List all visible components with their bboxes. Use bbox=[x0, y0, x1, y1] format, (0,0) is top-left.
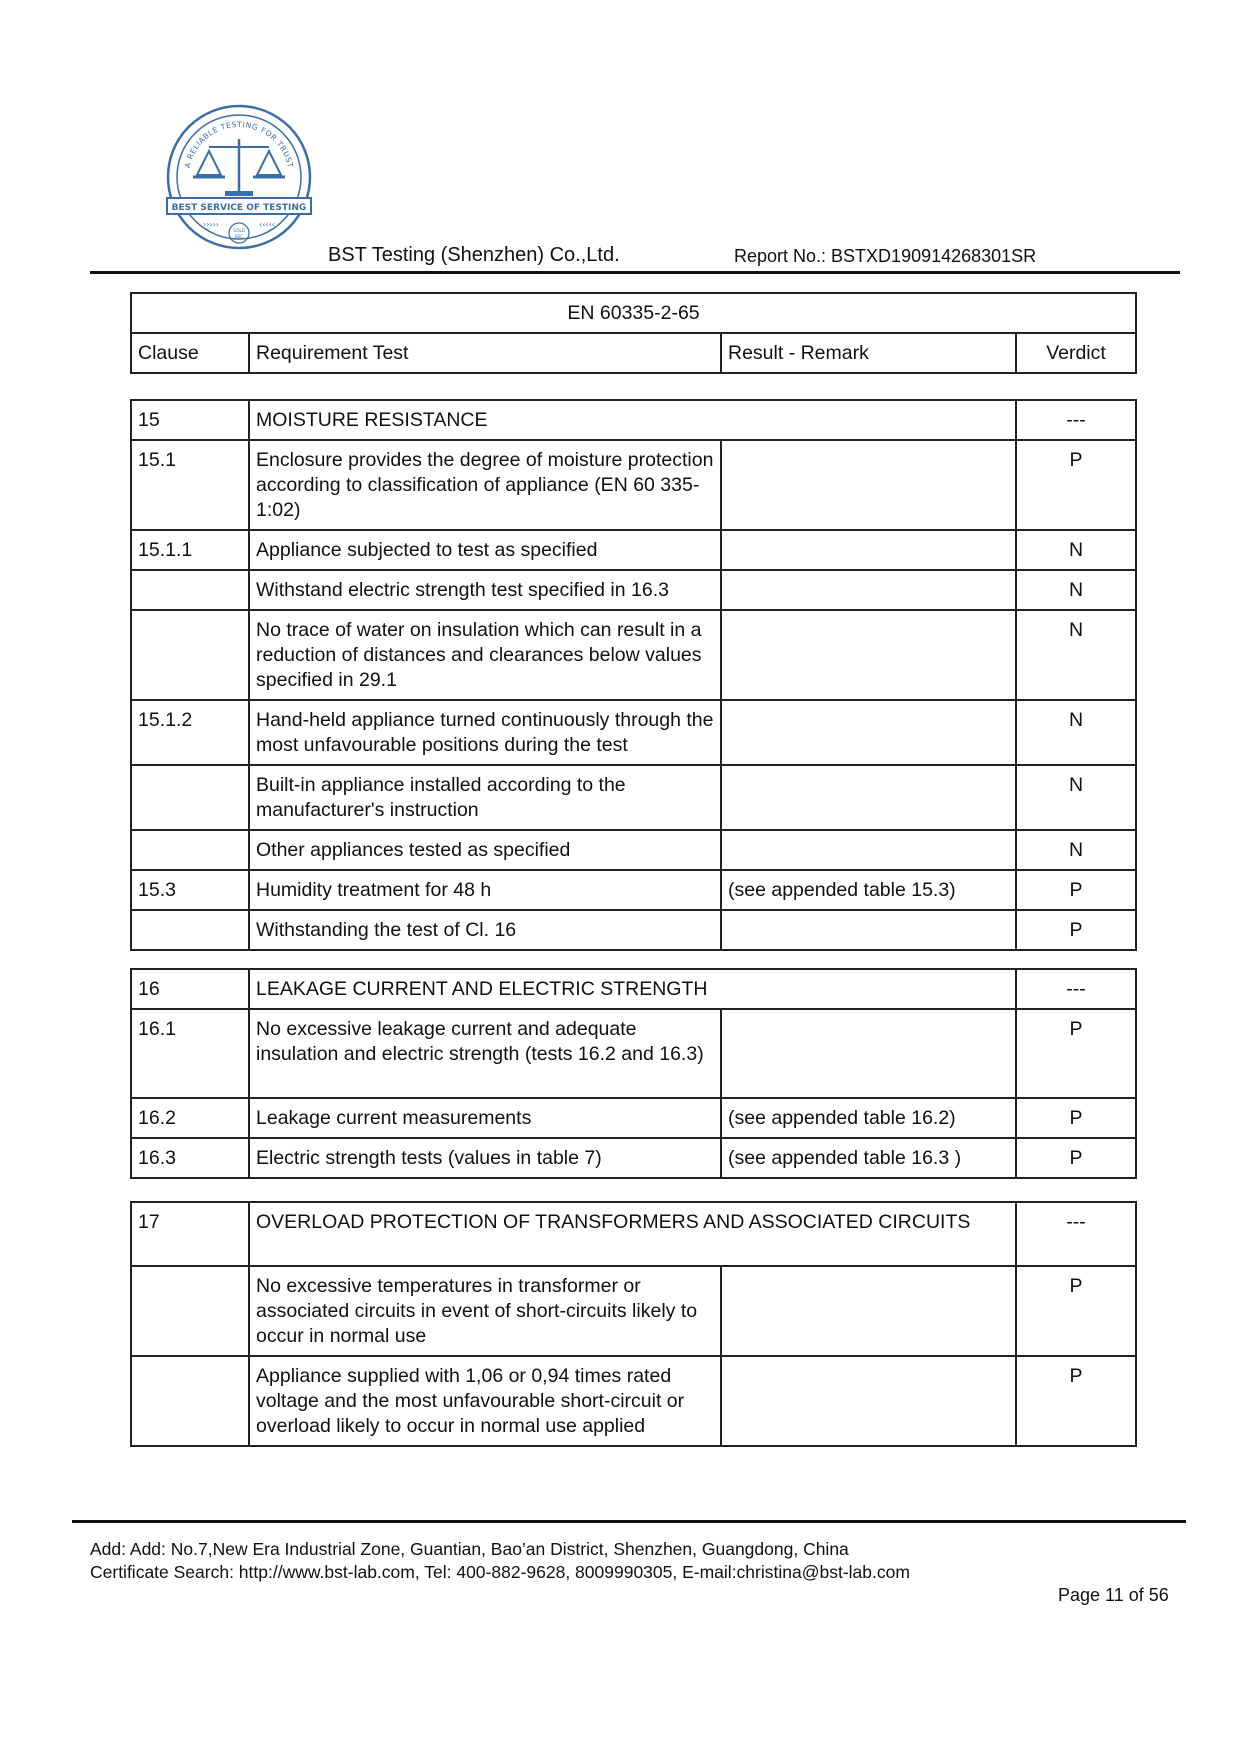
section-table-16 bbox=[130, 968, 1137, 1179]
table-row bbox=[131, 1098, 1136, 1138]
section-title: OVERLOAD PROTECTION OF TRANSFORMERS AND ASSOCIATED CIRCUITS bbox=[249, 1202, 1016, 1266]
row-requirement: Withstanding the test of Cl. 16 bbox=[249, 910, 721, 950]
column-header-verdict: Verdict bbox=[1016, 333, 1136, 373]
row-requirement: Hand-held appliance turned continuously through the most unfavourable positions during the test bbox=[249, 700, 721, 765]
row-requirement: Leakage current measurements bbox=[249, 1098, 721, 1138]
footer-divider bbox=[72, 1520, 1186, 1523]
row-result bbox=[721, 910, 1016, 950]
row-requirement: Appliance subjected to test as specified bbox=[249, 530, 721, 570]
header-divider bbox=[90, 271, 1180, 274]
row-clause bbox=[131, 765, 249, 830]
row-clause bbox=[131, 1266, 249, 1356]
row-requirement: Built-in appliance installed according to the manufacturer's instruction bbox=[249, 765, 721, 830]
table-row bbox=[131, 1009, 1136, 1098]
section-title: LEAKAGE CURRENT AND ELECTRIC STRENGTH bbox=[249, 969, 1016, 1009]
row-verdict: P bbox=[1016, 1009, 1136, 1098]
row-clause bbox=[131, 570, 249, 610]
table-row bbox=[131, 910, 1136, 950]
row-clause bbox=[131, 1356, 249, 1446]
table-row bbox=[131, 530, 1136, 570]
row-result bbox=[721, 765, 1016, 830]
row-clause: 16.1 bbox=[131, 1009, 249, 1098]
svg-text:‹‹‹‹‹: ‹‹‹‹‹ bbox=[259, 220, 275, 229]
section-verdict: --- bbox=[1016, 969, 1136, 1009]
row-verdict: P bbox=[1016, 1356, 1136, 1446]
row-requirement: No excessive temperatures in transformer or associated circuits in event of short-circuits likely to occur in normal use bbox=[249, 1266, 721, 1356]
table-row bbox=[131, 1266, 1136, 1356]
row-result bbox=[721, 830, 1016, 870]
row-verdict: N bbox=[1016, 700, 1136, 765]
section-table-17 bbox=[130, 1201, 1137, 1447]
row-requirement: Other appliances tested as specified bbox=[249, 830, 721, 870]
section-clause: 15 bbox=[131, 400, 249, 440]
row-requirement: Withstand electric strength test specified in 16.3 bbox=[249, 570, 721, 610]
column-header-clause: Clause bbox=[131, 333, 249, 373]
section-heading-row bbox=[131, 969, 1136, 1009]
svg-text:›››››: ››››› bbox=[203, 220, 219, 229]
row-verdict: N bbox=[1016, 830, 1136, 870]
row-verdict: P bbox=[1016, 870, 1136, 910]
report-number: Report No.: BSTXD190914268301SR bbox=[734, 246, 1037, 266]
row-clause: 15.1.2 bbox=[131, 700, 249, 765]
row-verdict: N bbox=[1016, 530, 1136, 570]
logo-arc-text: A RELIABLE TESTING FOR TRUST bbox=[182, 119, 296, 169]
row-result bbox=[721, 1009, 1016, 1098]
row-clause bbox=[131, 910, 249, 950]
row-verdict: P bbox=[1016, 1266, 1136, 1356]
row-clause bbox=[131, 610, 249, 700]
section-heading-row bbox=[131, 400, 1136, 440]
row-clause: 16.2 bbox=[131, 1098, 249, 1138]
row-result bbox=[721, 570, 1016, 610]
row-result bbox=[721, 440, 1016, 530]
column-header-requirement: Requirement Test bbox=[249, 333, 721, 373]
row-clause: 16.3 bbox=[131, 1138, 249, 1178]
row-verdict: P bbox=[1016, 1138, 1136, 1178]
footer-address: Add: Add: No.7,New Era Industrial Zone, Guantian, Bao’an District, Shenzhen, Guangdong, China bbox=[90, 1539, 849, 1559]
table-row bbox=[131, 1356, 1136, 1446]
section-verdict: --- bbox=[1016, 1202, 1136, 1266]
row-result bbox=[721, 700, 1016, 765]
row-result: (see appended table 15.3) bbox=[721, 870, 1016, 910]
section-title: MOISTURE RESISTANCE bbox=[249, 400, 1016, 440]
table-row bbox=[131, 700, 1136, 765]
row-result: (see appended table 16.3 ) bbox=[721, 1138, 1016, 1178]
table-row bbox=[131, 830, 1136, 870]
row-requirement: No trace of water on insulation which can result in a reduction of distances and clearances below values specified in 29.1 bbox=[249, 610, 721, 700]
logo-seal-text-1: GOLD bbox=[233, 228, 245, 233]
section-table-15 bbox=[130, 399, 1137, 951]
row-verdict: N bbox=[1016, 610, 1136, 700]
row-requirement: Enclosure provides the degree of moisture protection according to classification of appliance (EN 60 335-1:02) bbox=[249, 440, 721, 530]
row-requirement: Electric strength tests (values in table 7) bbox=[249, 1138, 721, 1178]
table-row bbox=[131, 765, 1136, 830]
section-heading-row bbox=[131, 1202, 1136, 1266]
bst-logo-seal bbox=[165, 103, 313, 251]
standard-header-table bbox=[130, 292, 1137, 374]
row-result bbox=[721, 610, 1016, 700]
row-verdict: P bbox=[1016, 910, 1136, 950]
column-header-result: Result - Remark bbox=[721, 333, 1016, 373]
standard-title: EN 60335-2-65 bbox=[131, 293, 1136, 333]
table-row bbox=[131, 870, 1136, 910]
row-result bbox=[721, 1356, 1016, 1446]
row-clause: 15.1.1 bbox=[131, 530, 249, 570]
row-result: (see appended table 16.2) bbox=[721, 1098, 1016, 1138]
logo-seal-text-2: BSC bbox=[234, 234, 244, 239]
table-row bbox=[131, 610, 1136, 700]
section-verdict: --- bbox=[1016, 400, 1136, 440]
logo-band-text: BEST SERVICE OF TESTING bbox=[171, 203, 307, 213]
section-clause: 16 bbox=[131, 969, 249, 1009]
row-verdict: N bbox=[1016, 765, 1136, 830]
row-verdict: P bbox=[1016, 440, 1136, 530]
section-clause: 17 bbox=[131, 1202, 249, 1266]
company-name: BST Testing (Shenzhen) Co.,Ltd. bbox=[328, 244, 620, 266]
row-clause: 15.3 bbox=[131, 870, 249, 910]
row-requirement: No excessive leakage current and adequate insulation and electric strength (tests 16.2 and 16.3) bbox=[249, 1009, 721, 1098]
table-row bbox=[131, 1138, 1136, 1178]
footer-contact: Certificate Search: http://www.bst-lab.com, Tel: 400-882-9628, 8009990305, E-mail:christina@bst-lab.com bbox=[90, 1562, 910, 1582]
row-requirement: Humidity treatment for 48 h bbox=[249, 870, 721, 910]
table-row bbox=[131, 570, 1136, 610]
row-result bbox=[721, 1266, 1016, 1356]
row-verdict: P bbox=[1016, 1098, 1136, 1138]
row-requirement: Appliance supplied with 1,06 or 0,94 times rated voltage and the most unfavourable short-circuit or overload likely to occur in normal use applied bbox=[249, 1356, 721, 1446]
table-row bbox=[131, 440, 1136, 530]
row-verdict: N bbox=[1016, 570, 1136, 610]
page-number: Page 11 of 56 bbox=[1058, 1585, 1169, 1605]
row-clause bbox=[131, 830, 249, 870]
row-result bbox=[721, 530, 1016, 570]
row-clause: 15.1 bbox=[131, 440, 249, 530]
